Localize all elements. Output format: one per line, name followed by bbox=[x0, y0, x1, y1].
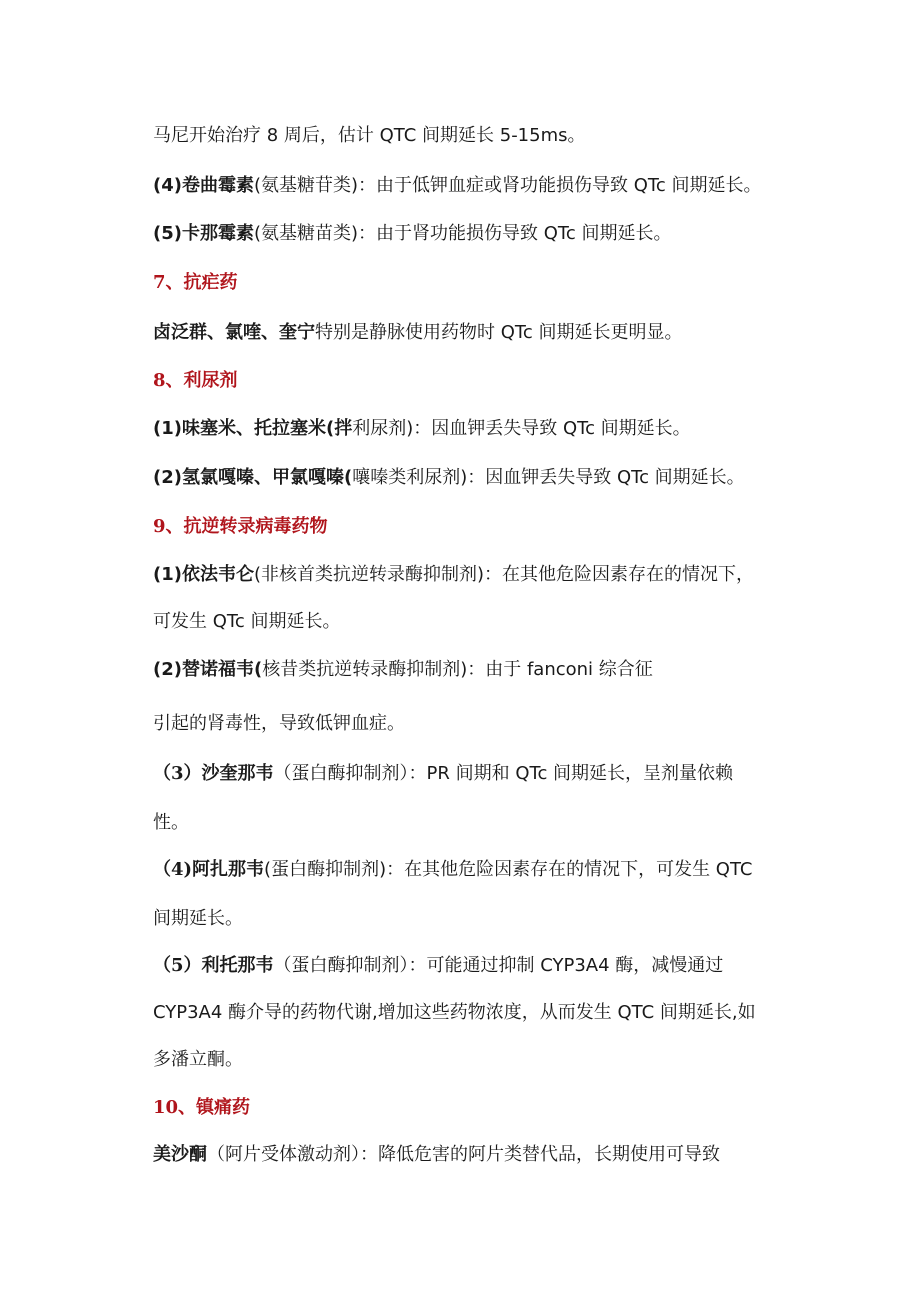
drug-name: 卤泛群、氯喹、奎宁 bbox=[153, 322, 315, 343]
text-line: (2)氢氯嘎嗪、甲氯嘎嗪(嚷嗪类利尿剂)：因血钾丢失导致 QTc 间期延长。 bbox=[153, 467, 745, 488]
drug-name: 美沙酮 bbox=[153, 1144, 207, 1165]
text-line: (2)替诺福韦(核昔类抗逆转录酶抑制剂)：由于 fanconi 综合征 bbox=[153, 659, 653, 680]
section-heading: 8、利尿剂 bbox=[153, 370, 238, 391]
text-line: (1)味塞米、托拉塞米(拌利尿剂)：因血钾丢失导致 QTc 间期延长。 bbox=[153, 418, 691, 439]
section-heading: 9、抗逆转录病毒药物 bbox=[153, 516, 328, 537]
text-line: （3）沙奎那韦（蛋白酶抑制剂）：PR 间期和 QTc 间期延长，呈剂量依赖 bbox=[153, 763, 734, 784]
drug-name: 利托那韦 bbox=[201, 955, 274, 976]
text-line: （5）利托那韦（蛋白酶抑制剂）：可能通过抑制 CYP3A4 酶，减慢通过 bbox=[153, 955, 724, 976]
drug-name: (2)氢氯嘎嗪、甲氯嘎嗪( bbox=[153, 467, 353, 488]
section-heading: 7、抗疟药 bbox=[153, 272, 238, 293]
text-line: (4)卷曲霉素(氨基糖苷类)：由于低钾血症或肾功能损伤导致 QTc 间期延长。 bbox=[153, 175, 762, 196]
text-line: 可发生 QTc 间期延长。 bbox=[153, 611, 341, 632]
text-line: 间期延长。 bbox=[153, 908, 243, 929]
text-line: (5)卡那霉素(氨基糖苗类)：由于肾功能损伤导致 QTc 间期延长。 bbox=[153, 223, 672, 244]
drug-name: 阿扎那韦 bbox=[192, 859, 265, 880]
section-heading: 10、镇痛药 bbox=[153, 1097, 251, 1118]
drug-name: (1)依法韦仑 bbox=[153, 564, 254, 585]
text-line: 卤泛群、氯喹、奎宁特别是静脉使用药物时 QTc 间期延长更明显。 bbox=[153, 322, 683, 343]
text-line: (1)依法韦仑(非核首类抗逆转录酶抑制剂)：在其他危险因素存在的情况下， bbox=[153, 564, 755, 585]
drug-name: (2)替诺福韦( bbox=[153, 659, 263, 680]
drug-name: (5)卡那霉素 bbox=[153, 223, 254, 244]
text-line: 马尼开始治疗 8 周后，估计 QTC 间期延长 5-15ms。 bbox=[153, 125, 586, 146]
drug-name: 沙奎那韦 bbox=[201, 763, 274, 784]
text-line: CYP3A4 酶介导的药物代谢,增加这些药物浓度，从而发生 QTC 间期延长,如 bbox=[153, 1002, 756, 1023]
text-line: 引起的肾毒性，导致低钾血症。 bbox=[153, 713, 405, 734]
text-line: 性。 bbox=[153, 812, 189, 833]
text-line: （4)阿扎那韦(蛋白酶抑制剂)：在其他危险因素存在的情况下，可发生 QTC bbox=[153, 859, 753, 880]
text-line: 美沙酮（阿片受体激动剂）：降低危害的阿片类替代品，长期使用可导致 bbox=[153, 1144, 720, 1165]
drug-name: (4)卷曲霉素 bbox=[153, 175, 254, 196]
drug-name: (1)味塞米、托拉塞米(拌 bbox=[153, 418, 353, 439]
text-line: 多潘立酮。 bbox=[153, 1049, 243, 1070]
